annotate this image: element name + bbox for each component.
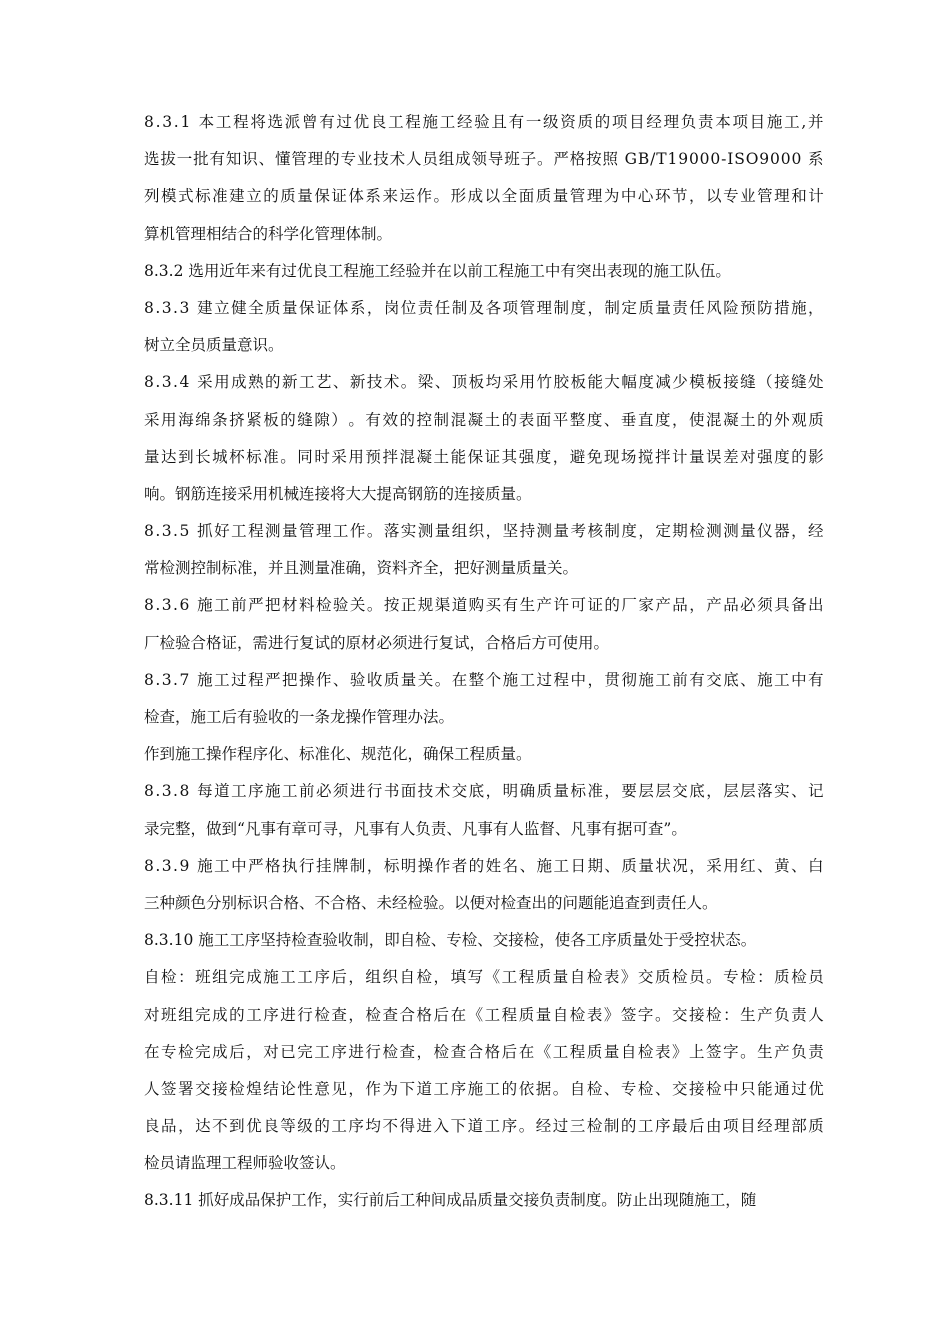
- paragraph: [144, 662, 824, 736]
- paragraph: [144, 736, 824, 773]
- text-line: 检查，施工后有验收的一条龙操作管理办法。: [144, 708, 455, 726]
- paragraph: [144, 773, 824, 847]
- text-line: 三种颜色分别标识合格、不合格、未经检验。以便对检查出的问题能追查到责任人。: [144, 893, 718, 912]
- text-line: 8.3.2 选用近年来有过优良工程施工经验并在以前工程施工中有突出表现的施工队伍。: [144, 261, 731, 280]
- paragraph: [144, 1182, 824, 1219]
- document-body: [144, 104, 824, 1220]
- paragraph: [144, 513, 824, 587]
- text-line: 算机管理相结合的科学化管理体制。: [144, 224, 393, 243]
- text-line: 在 专 检 完 成 后 ， 对 已 完 工 序 进 行 检 查 ， 检 查 合 格 后 在 《 工 程 质 量 自 检 表 》 上 签 字 。 生 产 负 责: [144, 1042, 824, 1061]
- text-line: 8 . 3 . 1 本 工 程 将 选 派 曾 有 过 优 良 工 程 施 工 经 验 且 有 一 级 资 质 的 项 目 经 理 负 责 本 项 目 施 工 , 并: [144, 113, 824, 131]
- text-line: 8.3.10 施工工序坚持检查验收制，即自检、专检、交接检，使各工序质量处于受控状态。: [144, 931, 757, 950]
- text-line: 8 . 3 . 5 抓 好 工 程 测 量 管 理 工 作 。 落 实 测 量 组 织 ， 坚 持 测 量 考 核 制 度 ， 定 期 检 测 测 量 仪 器 ， 经: [144, 522, 824, 541]
- text-line: 良 品 ， 达 不 到 优 良 等 级 的 工 序 均 不 得 进 入 下 道 工 序 。 经 过 三 检 制 的 工 序 最 后 由 项 目 经 理 部 质: [144, 1117, 824, 1136]
- text-line: 采 用 海 绵 条 挤 紧 板 的 缝 隙 ） 。 有 效 的 控 制 混 凝 土 的 表 面 平 整 度 、 垂 直 度 ， 使 混 凝 土 的 外 观 质: [144, 410, 824, 429]
- text-line: 8.3.11 抓好成品保护工作，实行前后工种间成品质量交接负责制度。防止出现随施工，随: [144, 1191, 757, 1210]
- paragraph: [144, 959, 824, 1182]
- text-line: 常检测控制标准，并且测量准确，资料齐全，把好测量质量关。: [144, 559, 579, 578]
- text-line: 作到施工操作程序化、标准化、规范化，确保工程质量。: [144, 745, 532, 764]
- text-line: 列 模 式 标 准 建 立 的 质 量 保 证 体 系 来 运 作 。 形 成 以 全 面 质 量 管 理 为 中 心 环 节 ， 以 专 业 管 理 和 计: [144, 187, 824, 206]
- text-line: 对 班 组 完 成 的 工 序 进 行 检 查 ， 检 查 合 格 后 在 《 工 程 质 量 自 检 表 》 签 字 。 交 接 检 ： 生 产 负 责 人: [144, 1005, 824, 1024]
- text-line: 响。钢筋连接采用机械连接将大大提高钢筋的连接质量。: [144, 484, 532, 503]
- text-line: 树立全员质量意识。: [144, 336, 284, 355]
- text-line: 8 . 3 . 6 施 工 前 严 把 材 料 检 验 关 。 按 正 规 渠 道 购 买 有 生 产 许 可 证 的 厂 家 产 品 ， 产 品 必 须 具 备 出: [144, 596, 824, 615]
- text-line: 8 . 3 . 8 每 道 工 序 施 工 前 必 须 进 行 书 面 技 术 交 底 ， 明 确 质 量 标 准 ， 要 层 层 交 底 ， 层 层 落 实 、 记: [144, 782, 824, 801]
- paragraph: [144, 104, 824, 253]
- paragraph: [144, 364, 824, 513]
- text-line: 8 . 3 . 9 施 工 中 严 格 执 行 挂 牌 制 ， 标 明 操 作 者 的 姓 名 、 施 工 日 期 、 质 量 状 况 ， 采 用 红 、 黄 、 白: [144, 856, 824, 875]
- paragraph: [144, 587, 824, 661]
- paragraph: [144, 922, 824, 959]
- text-line: 录完整，做到“凡事有章可寻，凡事有人负责、凡事有人监督、凡事有据可查”。: [144, 819, 687, 838]
- text-line: 检员请监理工程师验收签认。: [144, 1154, 346, 1173]
- paragraph: [144, 253, 824, 290]
- text-line: 量 达 到 长 城 杯 标 准 。 同 时 采 用 预 拌 混 凝 土 能 保 证 其 强 度 ， 避 免 现 场 搅 拌 计 量 误 差 对 强 度 的 影: [144, 447, 824, 466]
- text-line: 8 . 3 . 3 建 立 健 全 质 量 保 证 体 系 ， 岗 位 责 任 制 及 各 项 管 理 制 度 ， 制 定 质 量 责 任 风 险 预 防 措 施 ，: [144, 298, 824, 317]
- text-line: 8 . 3 . 7 施 工 过 程 严 把 操 作 、 验 收 质 量 关 。 在 整 个 施 工 过 程 中 ， 贯 彻 施 工 前 有 交 底 、 施 工 中 有: [144, 670, 824, 689]
- text-line: 人 签 署 交 接 检 煌 结 论 性 意 见 ， 作 为 下 道 工 序 施 工 的 依 据 。 自 检 、 专 检 、 交 接 检 中 只 能 通 过 优: [144, 1079, 824, 1098]
- text-line: 自 检 ： 班 组 完 成 施 工 工 序 后 ， 组 织 自 检 ， 填 写 《 工 程 质 量 自 检 表 》 交 质 检 员 。 专 检 ： 质 检 员: [144, 968, 824, 987]
- text-line: 厂检验合格证，需进行复试的原材必须进行复试，合格后方可使用。: [144, 633, 610, 652]
- paragraph: [144, 290, 824, 364]
- text-line: 选 拔 一 批 有 知 识 、 懂 管 理 的 专 业 技 术 人 员 组 成 领 导 班 子 。 严 格 按 照 G B / T 1 9 0 0 0 - I S O 9 0 0 0 系: [144, 150, 824, 169]
- paragraph: [144, 848, 824, 922]
- text-line: 8 . 3 . 4 采 用 成 熟 的 新 工 艺 、 新 技 术 。 梁 、 顶 板 均 采 用 竹 胶 板 能 大 幅 度 减 少 模 板 接 缝 （ 接 缝 处: [144, 373, 824, 392]
